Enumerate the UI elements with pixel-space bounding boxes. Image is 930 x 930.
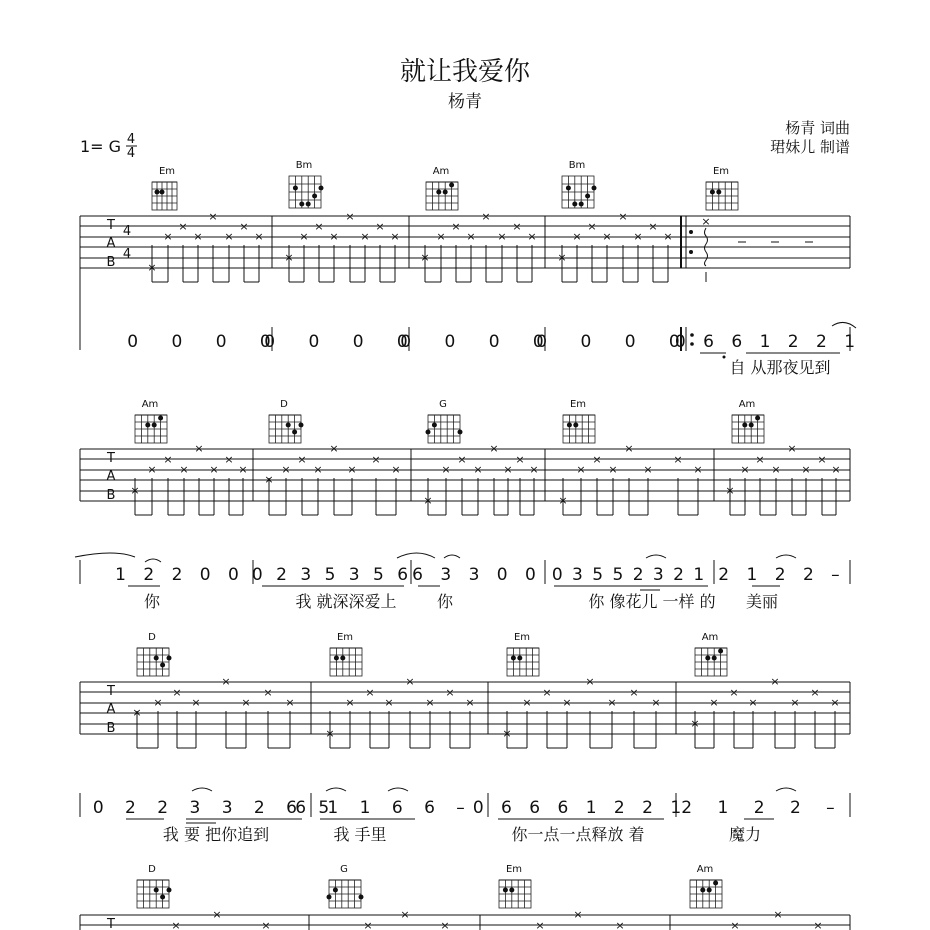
svg-text:×: × — [693, 463, 703, 476]
svg-text:×: × — [618, 210, 628, 223]
measure-lyrics: 美丽 — [745, 592, 779, 611]
svg-text:×: × — [153, 696, 163, 709]
svg-text:×: × — [171, 919, 181, 930]
system-1 — [80, 160, 861, 377]
chord-name: Em — [513, 632, 531, 643]
notation-line — [127, 322, 861, 377]
chord-name: Am — [738, 399, 756, 410]
measure-lyrics: 你一点一点释放 着 — [511, 825, 645, 844]
svg-text:×: × — [261, 919, 271, 930]
system-4 — [80, 864, 850, 930]
system-2 — [75, 399, 850, 611]
svg-text:×: × — [503, 463, 513, 476]
tab-letter: T — [107, 917, 115, 930]
tab-letter: A — [106, 702, 116, 717]
chord-name: Em — [569, 399, 587, 410]
svg-text:×: × — [147, 463, 157, 476]
svg-text:×: × — [314, 220, 324, 233]
time-sig-top: 4 — [126, 132, 136, 147]
svg-text:×: × — [451, 220, 461, 233]
svg-text:×: × — [172, 686, 182, 699]
svg-text:×: × — [390, 230, 400, 243]
measure-notation: 0 0 0 0 — [536, 332, 694, 352]
chord-name: Am — [141, 399, 159, 410]
tab-letter: T — [107, 451, 115, 466]
svg-text:×: × — [193, 230, 203, 243]
svg-text:×: × — [489, 442, 499, 455]
svg-text:×: × — [178, 220, 188, 233]
svg-text:×: × — [729, 686, 739, 699]
measure-notation: 0 2 2 3 3 2 6 5 — [92, 798, 338, 818]
svg-text:×: × — [299, 230, 309, 243]
chord-name: D — [280, 399, 288, 410]
svg-text:×: × — [572, 230, 582, 243]
svg-text:×: × — [529, 463, 539, 476]
svg-text:×: × — [651, 696, 661, 709]
svg-text:×: × — [345, 696, 355, 709]
chord-name: Am — [701, 632, 719, 643]
svg-text:×: × — [132, 706, 142, 719]
credit-lyrics: 杨青 词曲 — [785, 119, 850, 137]
svg-text:×: × — [163, 453, 173, 466]
tab-time-sig-top: 4 — [122, 224, 132, 239]
svg-text:×: × — [263, 686, 273, 699]
svg-text:×: × — [755, 453, 765, 466]
measure-notation: 0 0 0 0 — [400, 332, 558, 352]
chord-name: Em — [712, 166, 730, 177]
svg-text:×: × — [329, 442, 339, 455]
svg-text:×: × — [615, 919, 625, 930]
chord-name: Bm — [568, 160, 586, 171]
chord-name: Bm — [295, 160, 313, 171]
svg-text:×: × — [436, 230, 446, 243]
measure-lyrics: 你 — [436, 592, 454, 611]
svg-text:×: × — [224, 230, 234, 243]
chord-diagram — [269, 399, 304, 443]
svg-text:×: × — [576, 463, 586, 476]
tab-staff — [80, 442, 850, 515]
measure-notation: 0 2 3 5 3 5 6 — [251, 565, 413, 585]
chord-diagram — [499, 864, 531, 908]
svg-text:×: × — [830, 696, 840, 709]
chord-name: G — [439, 399, 447, 410]
system-3 — [80, 632, 850, 844]
svg-text:×: × — [375, 220, 385, 233]
chord-diagram — [695, 632, 727, 676]
chord-name: D — [148, 864, 156, 875]
svg-text:×: × — [445, 686, 455, 699]
measure-notation: 6 1 1 6 6 – — [295, 798, 473, 818]
chord-diagram — [152, 166, 177, 210]
svg-text:×: × — [787, 442, 797, 455]
svg-text:×: × — [773, 908, 783, 921]
svg-text:×: × — [663, 230, 673, 243]
measure-lyrics: 我 手里 — [333, 825, 387, 844]
svg-text:×: × — [831, 463, 841, 476]
svg-text:×: × — [194, 442, 204, 455]
time-sig-bottom: 4 — [126, 146, 136, 161]
svg-text:×: × — [457, 453, 467, 466]
chord-diagram — [137, 632, 172, 676]
song-artist: 杨青 — [448, 92, 482, 112]
svg-text:×: × — [673, 453, 683, 466]
svg-text:×: × — [329, 230, 339, 243]
svg-text:×: × — [633, 230, 643, 243]
chord-diagram — [327, 864, 364, 908]
svg-text:×: × — [701, 215, 711, 228]
measure-lyrics: 你 像花儿 一样 的 — [588, 592, 716, 611]
svg-text:×: × — [441, 463, 451, 476]
svg-text:×: × — [371, 453, 381, 466]
svg-text:×: × — [239, 220, 249, 233]
svg-text:×: × — [281, 463, 291, 476]
svg-text:×: × — [558, 494, 568, 507]
chord-diagram — [426, 399, 463, 443]
chord-diagram — [135, 399, 167, 443]
svg-text:×: × — [527, 230, 537, 243]
svg-text:×: × — [147, 261, 157, 274]
measure-notation: 0 6 6 1 2 2 1 — [674, 332, 862, 352]
svg-text:×: × — [813, 919, 823, 930]
tab-staff — [80, 210, 850, 350]
svg-text:×: × — [748, 696, 758, 709]
svg-text:×: × — [325, 727, 335, 740]
svg-text:×: × — [790, 696, 800, 709]
tab-staff — [80, 675, 850, 748]
svg-text:×: × — [212, 908, 222, 921]
chord-diagram — [507, 632, 539, 676]
svg-text:×: × — [209, 463, 219, 476]
svg-text:×: × — [425, 696, 435, 709]
svg-text:×: × — [130, 484, 140, 497]
svg-text:×: × — [313, 463, 323, 476]
chord-name: G — [340, 864, 348, 875]
notation-line — [80, 788, 850, 844]
svg-text:×: × — [420, 251, 430, 264]
tab-time-sig-bottom: 4 — [122, 247, 132, 262]
svg-text:×: × — [347, 463, 357, 476]
svg-text:×: × — [405, 675, 415, 688]
chord-name: D — [148, 632, 156, 643]
chord-name: Em — [158, 166, 176, 177]
svg-text:×: × — [740, 463, 750, 476]
svg-text:×: × — [608, 463, 618, 476]
svg-text:×: × — [391, 463, 401, 476]
svg-text:×: × — [573, 908, 583, 921]
svg-text:×: × — [440, 919, 450, 930]
svg-text:×: × — [725, 484, 735, 497]
chord-diagram — [706, 166, 738, 210]
svg-text:×: × — [643, 463, 653, 476]
chord-name: Em — [505, 864, 523, 875]
svg-text:×: × — [542, 686, 552, 699]
svg-text:×: × — [241, 696, 251, 709]
svg-text:×: × — [690, 717, 700, 730]
measure-lyrics: 我 要 把你追到 — [162, 825, 270, 844]
svg-text:×: × — [607, 696, 617, 709]
svg-text:×: × — [557, 251, 567, 264]
svg-text:×: × — [365, 686, 375, 699]
svg-text:×: × — [817, 453, 827, 466]
svg-text:×: × — [179, 463, 189, 476]
svg-text:×: × — [285, 696, 295, 709]
svg-text:×: × — [502, 727, 512, 740]
measure-lyrics: 魔力 — [728, 825, 762, 844]
svg-text:×: × — [345, 210, 355, 223]
svg-text:×: × — [629, 686, 639, 699]
svg-text:×: × — [238, 463, 248, 476]
chord-name: Em — [336, 632, 354, 643]
chord-diagram — [563, 399, 595, 443]
tab-letter: B — [106, 721, 116, 736]
svg-text:×: × — [624, 442, 634, 455]
measure-notation: 6 3 3 0 0 — [412, 565, 542, 585]
svg-text:×: × — [221, 675, 231, 688]
chord-diagram — [690, 864, 722, 908]
svg-text:×: × — [770, 675, 780, 688]
measure-notation: 2 1 2 2 – — [718, 565, 846, 585]
chord-diagram — [137, 864, 172, 908]
svg-text:×: × — [400, 908, 410, 921]
measure-notation: 0 6 6 6 1 2 2 1 — [472, 798, 688, 818]
svg-text:×: × — [585, 675, 595, 688]
measure-notation: 0 0 0 0 — [264, 332, 422, 352]
svg-text:×: × — [191, 696, 201, 709]
svg-text:×: × — [512, 220, 522, 233]
svg-text:×: × — [481, 210, 491, 223]
credit-arranger: 珺妹儿 制谱 — [770, 138, 850, 156]
svg-text:×: × — [648, 220, 658, 233]
svg-text:×: × — [602, 230, 612, 243]
measure-lyrics: 你 — [143, 592, 161, 611]
measure-notation: 2 1 2 2 – — [681, 798, 845, 818]
chord-diagram — [732, 399, 764, 443]
tab-letter: T — [107, 218, 115, 233]
song-title: 就让我爱你 — [399, 57, 531, 87]
svg-text:×: × — [771, 463, 781, 476]
svg-text:×: × — [587, 220, 597, 233]
svg-text:×: × — [297, 453, 307, 466]
tab-staff — [80, 908, 850, 930]
chord-diagram — [426, 166, 458, 210]
svg-text:×: × — [163, 230, 173, 243]
chord-diagram — [330, 632, 362, 676]
chord-diagram — [289, 160, 324, 208]
chord-diagram — [562, 160, 597, 208]
svg-text:×: × — [535, 919, 545, 930]
svg-text:×: × — [363, 919, 373, 930]
tab-letter: B — [106, 488, 116, 503]
svg-text:×: × — [810, 686, 820, 699]
svg-text:×: × — [709, 696, 719, 709]
svg-text:×: × — [254, 230, 264, 243]
svg-text:×: × — [562, 696, 572, 709]
notation-line — [75, 553, 850, 611]
svg-text:×: × — [360, 230, 370, 243]
measure-notation: 0 3 5 5 2 3 2 1 — [551, 565, 707, 585]
svg-text:×: × — [208, 210, 218, 223]
svg-text:×: × — [465, 696, 475, 709]
svg-text:×: × — [264, 473, 274, 486]
chord-name: Am — [696, 864, 714, 875]
svg-text:×: × — [466, 230, 476, 243]
measure-notation: 1 2 2 0 0 — [115, 565, 245, 585]
tab-letter: A — [106, 236, 116, 251]
tab-letter: T — [107, 684, 115, 699]
svg-text:×: × — [522, 696, 532, 709]
tab-letter: A — [106, 469, 116, 484]
key-signature: 1= G — [80, 137, 122, 156]
measure-lyrics: 我 就深深爱上 — [295, 592, 397, 611]
measure-lyrics: 自 从那夜见到 — [729, 358, 831, 377]
svg-text:×: × — [423, 494, 433, 507]
measure-notation: 0 0 0 0 — [127, 332, 285, 352]
svg-text:×: × — [497, 230, 507, 243]
svg-text:×: × — [592, 453, 602, 466]
svg-text:×: × — [515, 453, 525, 466]
svg-text:×: × — [473, 463, 483, 476]
svg-text:×: × — [284, 251, 294, 264]
tab-letter: B — [106, 255, 116, 270]
chord-name: Am — [432, 166, 450, 177]
svg-text:×: × — [730, 919, 740, 930]
svg-text:×: × — [801, 463, 811, 476]
svg-text:×: × — [384, 696, 394, 709]
svg-text:×: × — [224, 453, 234, 466]
